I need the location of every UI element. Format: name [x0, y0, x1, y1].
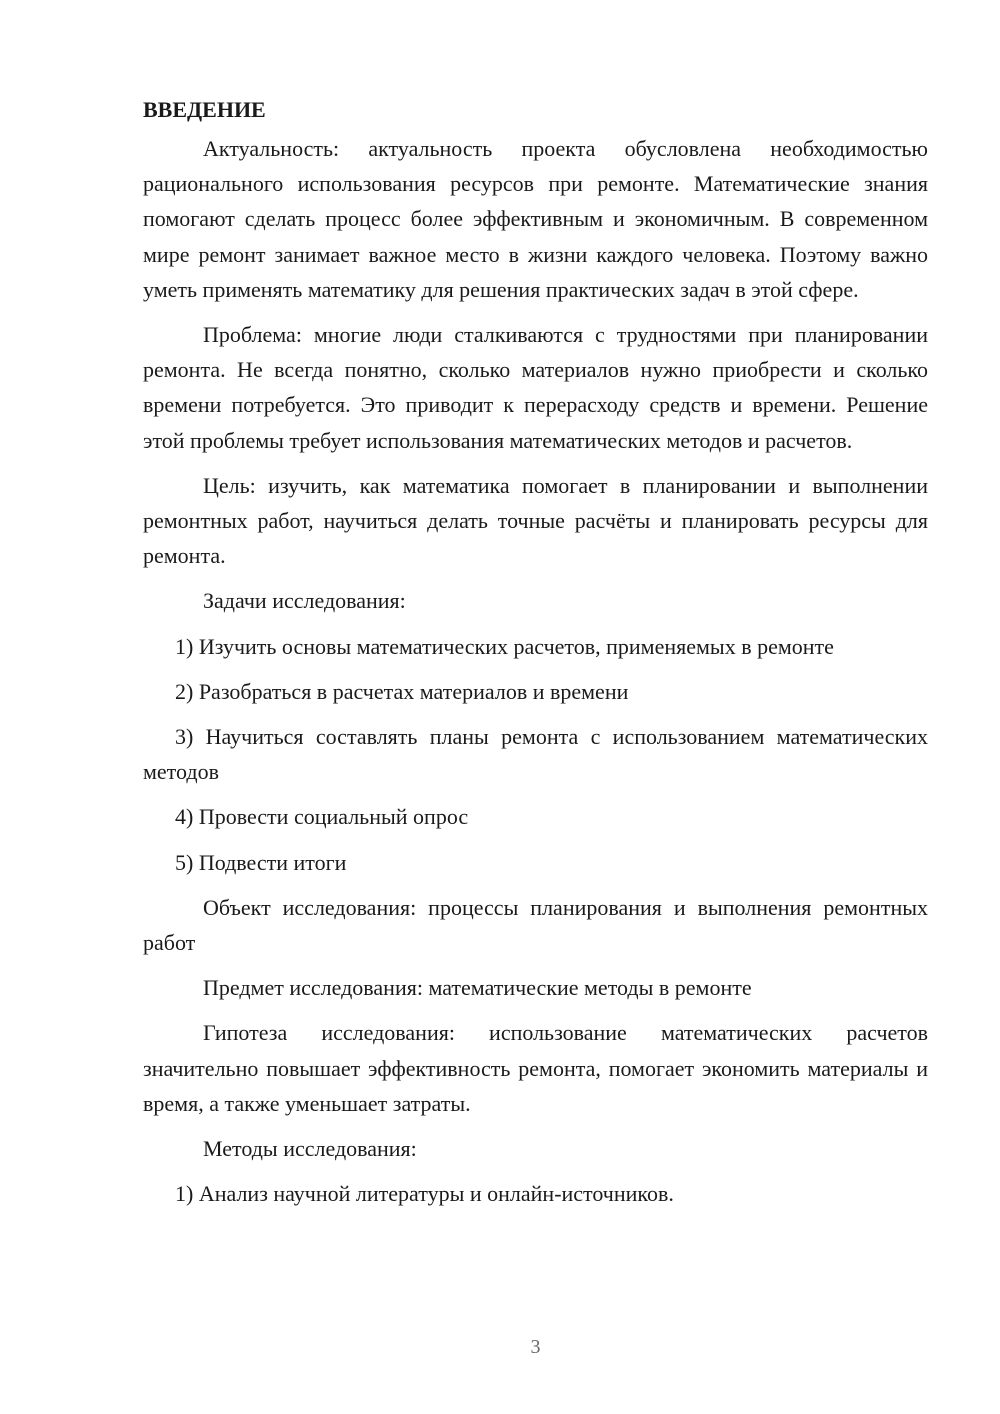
task-item: 4) Провести социальный опрос: [175, 804, 469, 830]
tasks-heading: Задачи исследования:: [203, 588, 406, 614]
task-item: 5) Подвести итоги: [175, 849, 347, 875]
task-item: 2) Разобраться в расчетах материалов и времени: [175, 678, 629, 704]
page-number: 3: [530, 1336, 541, 1358]
hypothesis-paragraph: Гипотеза исследования: использование математических расчетов значительно повышает эффективность ремонта, помогает экономить материалы и время, а также уменьшает затраты.: [143, 1020, 928, 1116]
method-item: 1) Анализ научной литературы и онлайн-источников.: [175, 1181, 674, 1207]
task-item: 1) Изучить основы математических расчетов, применяемых в ремонте: [175, 633, 834, 659]
relevance-paragraph: Актуальность: актуальность проекта обусловлена необходимостью рационального использования ресурсов при ремонте. Математические знания помогают сделать процесс более эффективным и экономичным. В современном мире ремонт занимает важное место в жизни каждого человека. Поэтому важно уметь применять математику для решения практических задач в этой сфере.: [143, 136, 928, 302]
problem-paragraph: Проблема: многие люди сталкиваются с трудностями при планировании ремонта. Не всегда понятно, сколько материалов нужно приобрести и сколько времени потребуется. Это приводит к перерасходу средств и времени. Решение этой проблемы требует использования математических методов и расчетов.: [143, 322, 928, 453]
document-page: [143, 92, 928, 1221]
goal-paragraph: Цель: изучить, как математика помогает в планировании и выполнении ремонтных работ, научиться делать точные расчёты и планировать ресурсы для ремонта.: [143, 472, 928, 569]
task-item: 3) Научиться составлять планы ремонта с использованием математических методов: [143, 724, 928, 785]
subject-paragraph: Предмет исследования: математические методы в ремонте: [203, 975, 752, 1001]
methods-heading: Методы исследования:: [203, 1136, 417, 1162]
page-title: ВВЕДЕНИЕ: [143, 97, 266, 122]
object-paragraph: Объект исследования: процессы планирования и выполнения ремонтных работ: [143, 894, 928, 956]
